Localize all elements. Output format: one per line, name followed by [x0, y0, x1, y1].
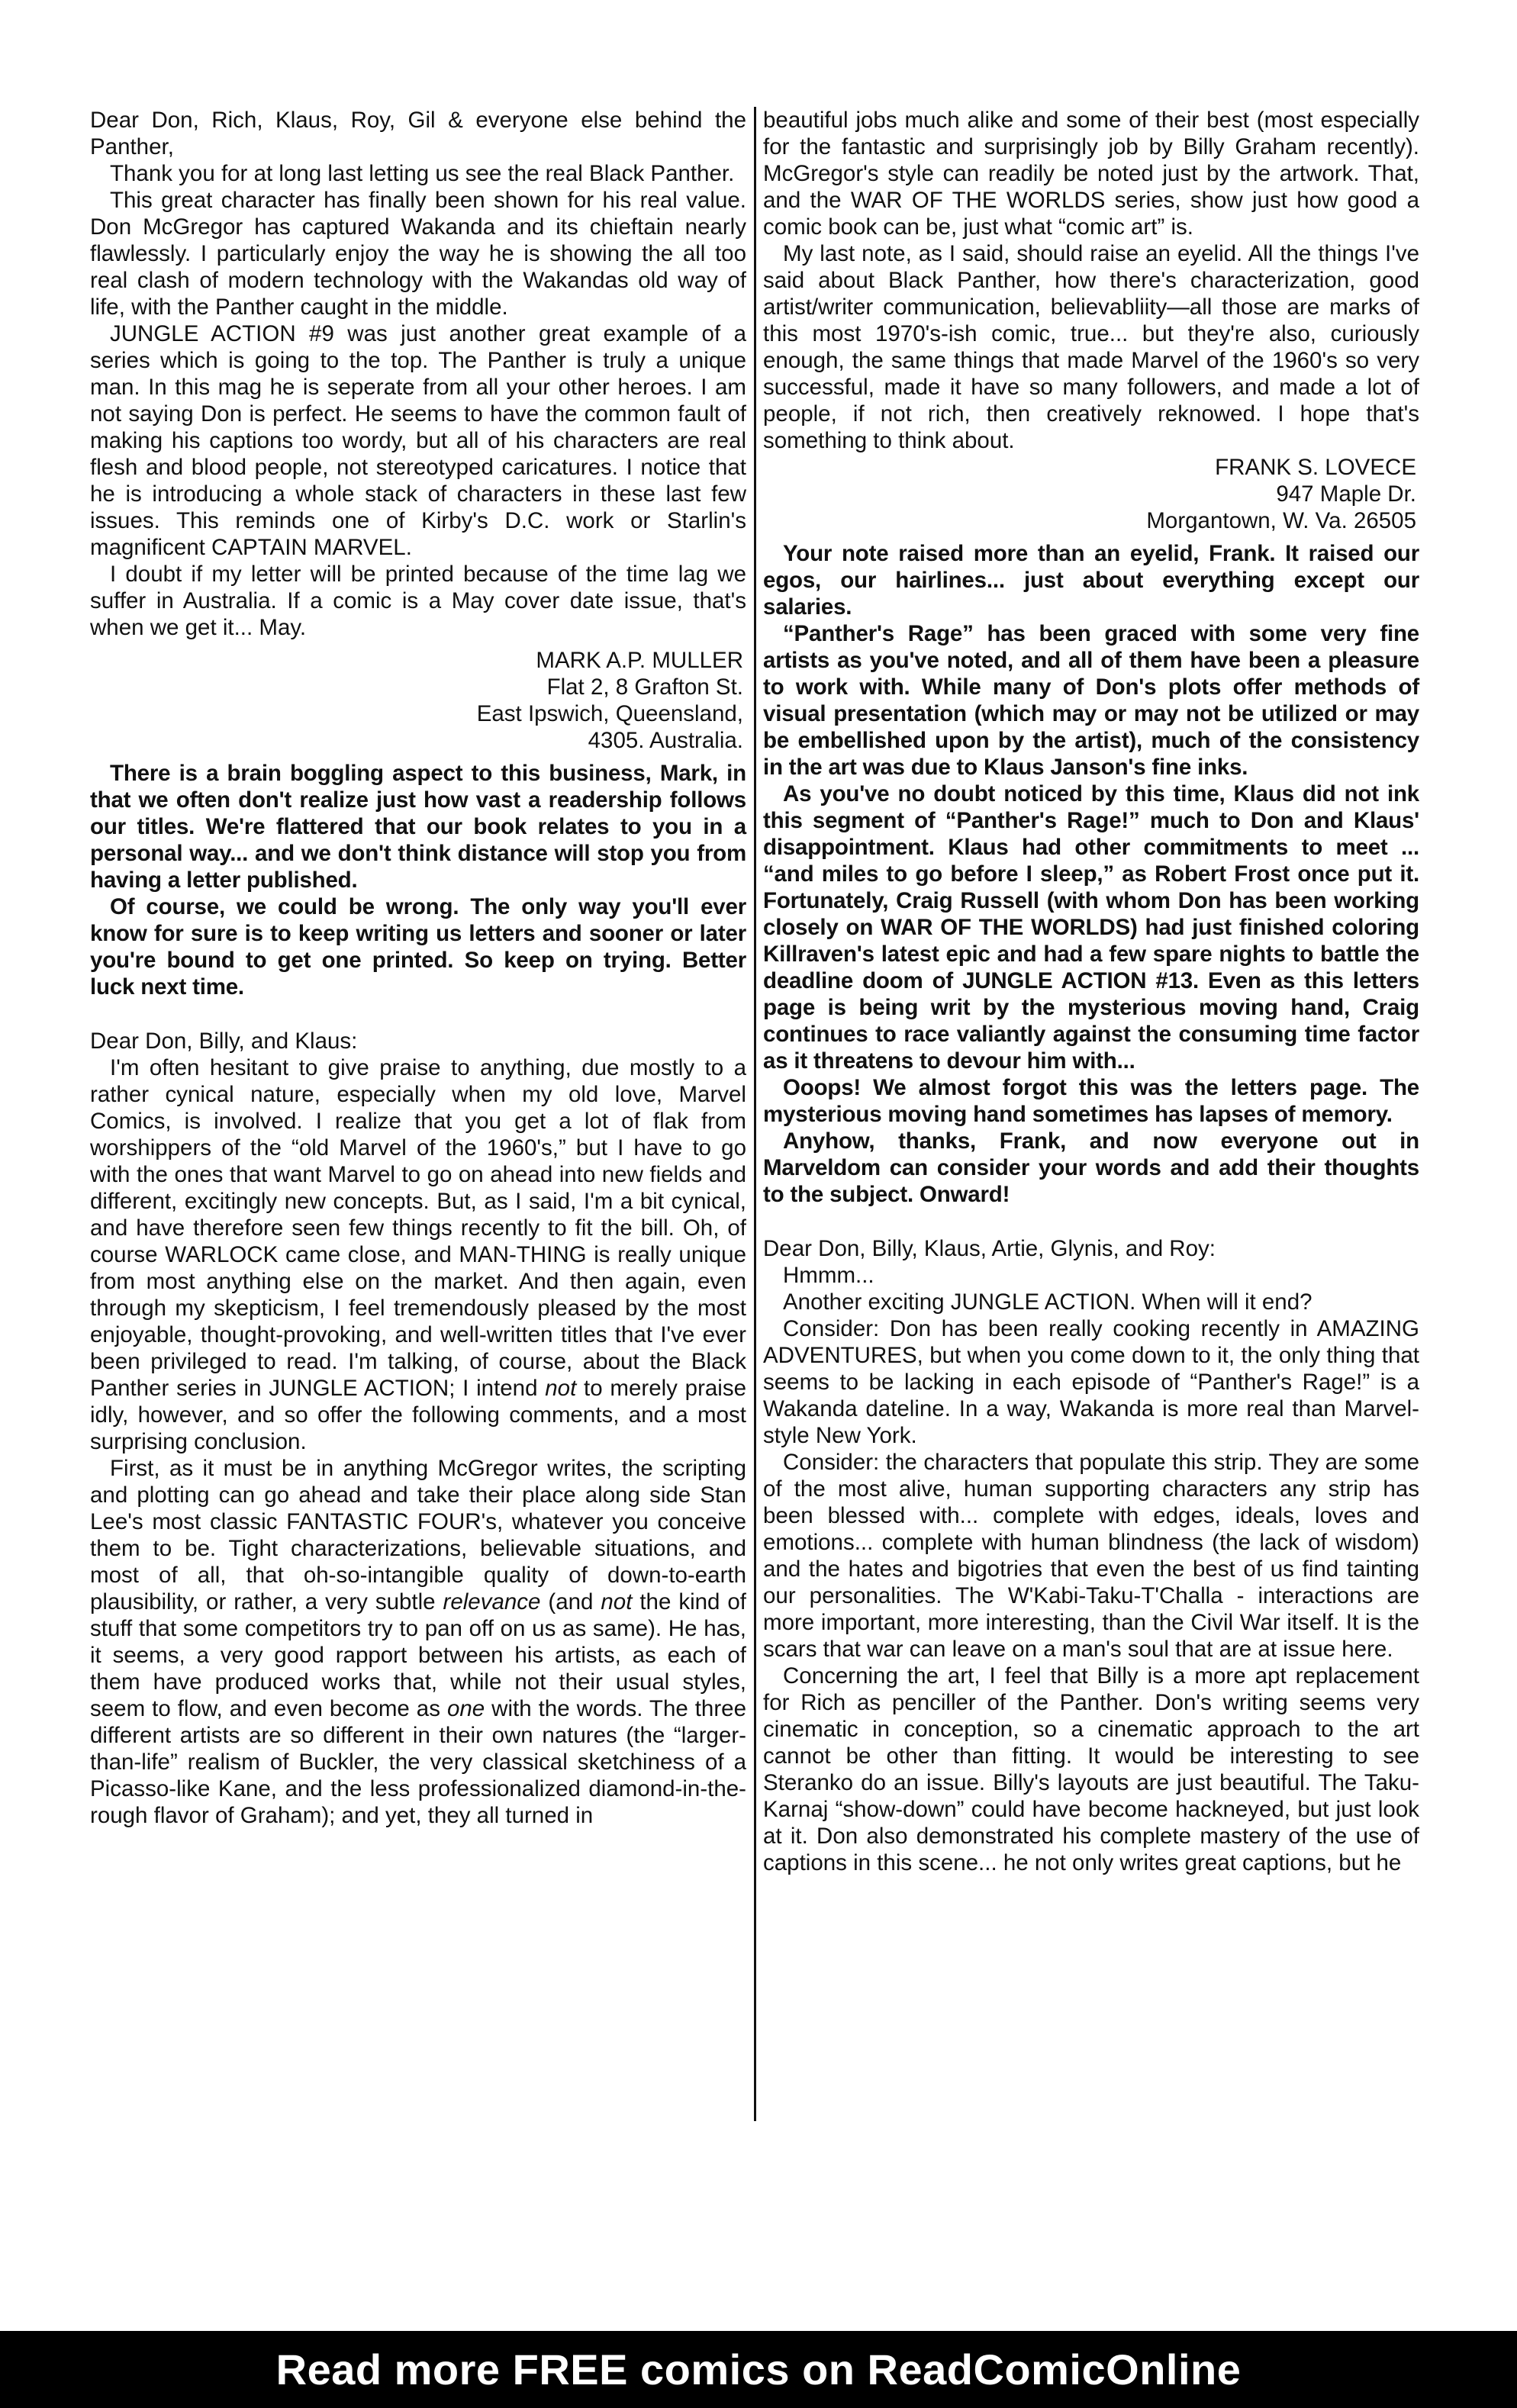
footer-banner[interactable]: [0, 2331, 1517, 2408]
signature-address-line: 4305. Australia.: [588, 728, 743, 753]
letter1-paragraph: This great character has finally been shown for his real value. Don McGregor has captured Wakanda and its chieftain nearly flawlessly. I particularly enjoy the way he is showing the all too real clash of modern technology with the Wakandas old way of life, with the Panther caught in the middle.: [90, 188, 746, 320]
letter2-signature: [763, 454, 1419, 534]
editor-reply-paragraph: Your note raised more than an eyelid, Frank. It raised our egos, our hairlines... just about everything except our salaries.: [763, 541, 1419, 620]
letter3-paragraph: Consider: Don has been really cooking recently in AMAZING ADVENTURES, but when you come down to it, the only thing that seems to be lacking in each episode of “Panther's Rage!” is a Wakanda dateline. In a way, Wakanda is more real than Marvel-style New York.: [763, 1316, 1419, 1448]
letter3-paragraph: Another exciting JUNGLE ACTION. When will it end?: [783, 1289, 1312, 1315]
editor-reply-paragraph: Ooops! We almost forgot this was the letters page. The mysterious moving hand sometimes has lapses of memory.: [763, 1075, 1419, 1127]
right-column: [763, 107, 1419, 1876]
footer-banner-text[interactable]: Read more FREE comics on ReadComicOnline: [275, 2345, 1242, 2394]
letter2-paragraph: I'm often hesitant to give praise to anything, due mostly to a rather cynical nature, especially when my old love, Marvel Comics, is involved. I realize that you get a lot of flak from worshippers of the “old Marvel of the 1960's,” but I have to go with the ones that want Marvel to go on ahead into new fields and different, excitingly new concepts. But, as I said, I'm a bit cynical, and have therefore seen few things recently to fit the bill. Oh, of course WARLOCK came close, and MAN-THING is really unique from most anything else on the market. And then again, even through my skepticism, I feel tremendously pleased by the most enjoyable, thought-provoking, and well-written titles that I've ever been privileged to read. I'm talking, of course, about the Black Panther series in JUNGLE ACTION; I intend not to merely praise idly, however, and so offer the following comments, and a most surprising conclusion.: [90, 1055, 747, 1454]
letter1-paragraph: I doubt if my letter will be printed because of the time lag we suffer in Australia. If a comic is a May cover date issue, that's when we get it... May.: [90, 562, 746, 640]
left-column: [90, 107, 746, 1829]
signature-name: FRANK S. LOVECE: [1215, 455, 1416, 480]
letter2-paragraph: First, as it must be in anything McGregor writes, the scripting and plotting can go ahead and take their place along side Stan Lee's most classic FANTASTIC FOUR's, whatever you conceive them to be. Tight characterizations, believable situations, and most of all, that oh-so-intangible quality of down-to-earth plausibility, or rather, a very subtle relevance (and not the kind of stuff that some competitors try to pan off on us as same). He has, it seems, a very good rapport between his artists, as each of them have produced works that, while not their usual styles, seem to flow, and even become as one with the words. The three different artists are so different in their own natures (the “larger-than-life” realism of Buckler, the very classical sketchiness of a Picasso-like Kane, and the less professionalized diamond-in-the-rough flavor of Graham); and yet, they all turned in: [90, 1456, 746, 1828]
letter1-paragraph: Thank you for at long last letting us see the real Black Panther.: [110, 161, 735, 186]
letter1-paragraph: JUNGLE ACTION #9 was just another great example of a series which is going to the top. The Panther is truly a unique man. In this mag he is seperate from all your other heroes. I am not saying Don is perfect. He seems to have the common fault of making his captions too wordy, but all of his characters are real flesh and blood people, not stereotyped caricatures. I notice that he is introducing a whole stack of characters in these last few issues. This reminds one of Kirby's D.C. work or Starlin's magnificent CAPTAIN MARVEL.: [90, 321, 746, 560]
letter3-paragraph: Hmmm...: [783, 1263, 874, 1288]
column-divider: [754, 107, 756, 2121]
letter2-continued-paragraph: beautiful jobs much alike and some of their best (most especially for the fantastic and surprisingly job by Billy Graham recently). McGregor's style can readily be noted just by the artwork. That, and the WAR OF THE WORLDS series, show just how good a comic book can be, just what “comic art” is.: [763, 108, 1419, 240]
letter3-paragraph: Concerning the art, I feel that Billy is a more apt replacement for Rich as penciller of the Panther. Don's writing seems very cinematic in conception, so a cinematic approach to the art cannot be other than fitting. It would be interesting to see Steranko do an issue. Billy's layouts are just beautiful. The Taku-Karnaj “show-down” could have become hackneyed, but just look at it. Don also demonstrated his complete mastery of the use of captions in this scene... he not only writes great captions, but he: [763, 1663, 1419, 1875]
letter3-paragraph: Consider: the characters that populate this strip. They are some of the most alive, human supporting characters any strip has been blessed with... complete with edges, ideals, loves and emotions... complete with human blindness (the lack of wisdom) and the hates and bigotries that even the best of us find tainting our personalities. The W'Kabi-Taku-T'Challa - interactions are more important, more interesting, than the Civil War itself. It is the scars that war can leave on a man's soul that are at issue here.: [763, 1450, 1419, 1662]
signature-name: MARK A.P. MULLER: [536, 648, 743, 673]
letter1-salutation: Dear Don, Rich, Klaus, Roy, Gil & everyone else behind the Panther,: [90, 108, 746, 159]
letter2-continued-paragraph: My last note, as I said, should raise an eyelid. All the things I've said about Black Panther, how there's characterization, good artist/writer communication, believabliity—all those are marks of this most 1970's-ish comic, true... but they're also, curiously enough, the same things that made Marvel of the 1960's so very successful, made it have so many followers, and made a lot of people, if not rich, then creatively reknowed. I hope that's something to think about.: [763, 241, 1419, 453]
editor-reply-paragraph: Anyhow, thanks, Frank, and now everyone out in Marveldom can consider your words and add their thoughts to the subject. Onward!: [763, 1128, 1419, 1207]
signature-address-line: Flat 2, 8 Grafton St.: [546, 674, 743, 700]
letter1-signature: [90, 647, 746, 754]
signature-address-line: 947 Maple Dr.: [1276, 481, 1416, 507]
signature-address-line: Morgantown, W. Va. 26505: [1146, 508, 1416, 533]
signature-address-line: East Ipswich, Queensland,: [476, 701, 743, 726]
editor-reply-paragraph: Of course, we could be wrong. The only way you'll ever know for sure is to keep writing us letters and sooner or later you're bound to get one printed. So keep on trying. Better luck next time.: [90, 894, 746, 1000]
letter2-salutation: Dear Don, Billy, and Klaus:: [90, 1029, 358, 1054]
editor-reply-paragraph: “Panther's Rage” has been graced with some very fine artists as you've noted, and all of them have been a pleasure to work with. While many of Don's plots offer methods of visual presentation (which may or may not be utilized or may be embellished upon by the artist), much of the consistency in the art was due to Klaus Janson's fine inks.: [763, 621, 1419, 780]
editor-reply-paragraph: There is a brain boggling aspect to this business, Mark, in that we often don't realize just how vast a readership follows our titles. We're flattered that our book relates to you in a personal way... and we don't think distance will stop you from having a letter published.: [90, 761, 746, 893]
letter3-salutation: Dear Don, Billy, Klaus, Artie, Glynis, and Roy:: [763, 1236, 1216, 1261]
editor-reply-paragraph: As you've no doubt noticed by this time, Klaus did not ink this segment of “Panther's Rage!” much to Don and Klaus' disappointment. Klaus had other commitments to meet ... “and miles to go before I sleep,” as Robert Frost once put it. Fortunately, Craig Russell (with whom Don has been working closely on WAR OF THE WORLDS) had just finished coloring Killraven's latest epic and had a few spare nights to battle the deadline doom of JUNGLE ACTION #13. Even as this letters page is being writ by the mysterious moving hand, Craig continues to race valiantly against the consuming time factor as it threatens to devour him with...: [763, 781, 1419, 1074]
